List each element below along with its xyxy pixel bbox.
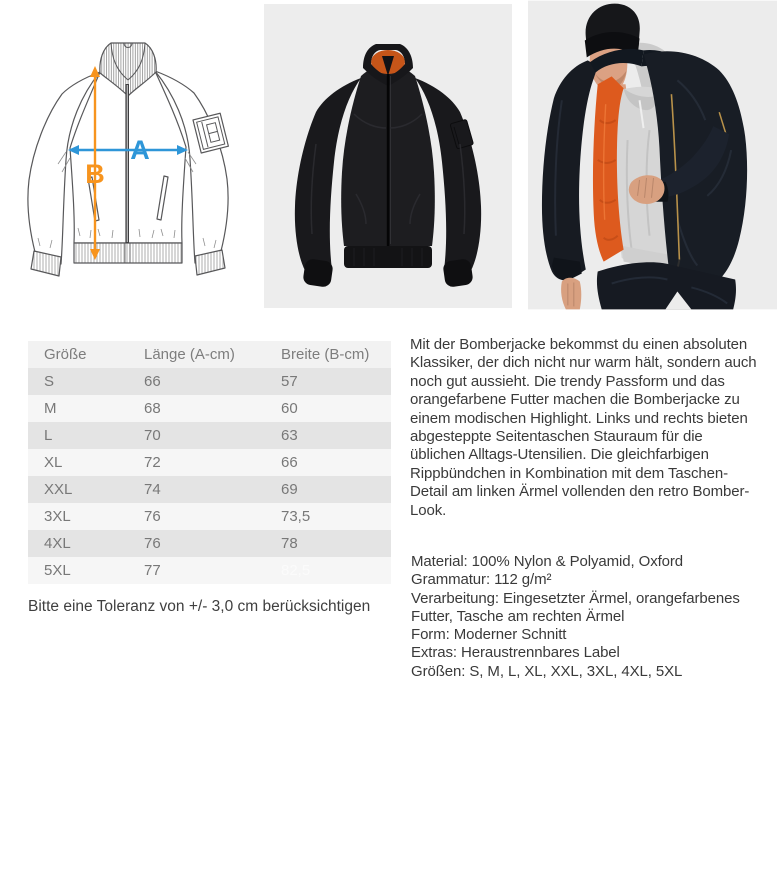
length-cell: 72 — [144, 454, 161, 471]
detail-verarbeitung: Verarbeitung: Eingesetzter Ärmel, orangefarbenes Futter, Tasche am rechten Ärmel — [411, 589, 740, 625]
length-cell: 70 — [144, 427, 161, 444]
width-cell: 69 — [281, 481, 298, 498]
table-row — [28, 530, 391, 557]
product-photo-image — [264, 4, 512, 308]
left-cuff — [302, 258, 333, 288]
length-cell: 66 — [144, 373, 161, 390]
product-photo — [264, 4, 512, 308]
size-diagram-drawing — [0, 0, 263, 310]
hem-band — [344, 246, 432, 268]
length-cell: 77 — [144, 562, 161, 579]
width-cell: 57 — [281, 373, 298, 390]
detail-extras: Extras: Heraustrennbares Label — [411, 644, 620, 662]
length-cell: 76 — [144, 535, 161, 552]
detail-groessen: Größen: S, M, L, XL, XXL, 3XL, 4XL, 5XL — [411, 662, 683, 680]
product-details — [411, 553, 759, 681]
table-header-row — [28, 341, 391, 368]
detail-grammatur: Grammatur: 112 g/m² — [411, 571, 552, 589]
size-table — [28, 341, 391, 584]
table-row — [28, 476, 391, 503]
model-photo-image — [528, 0, 777, 310]
size-cell: XXL — [44, 481, 73, 498]
width-cell: 60 — [281, 400, 298, 417]
table-row — [28, 368, 391, 395]
size-diagram — [0, 0, 263, 310]
size-cell: 5XL — [44, 562, 71, 579]
col-header-size: Größe — [28, 341, 128, 368]
detail-material: Material: 100% Nylon & Polyamid, Oxford — [411, 553, 684, 570]
measure-b-label: B — [85, 159, 105, 189]
right-cuff — [442, 258, 473, 288]
length-cell: 68 — [144, 400, 161, 417]
width-cell: 82,5 — [281, 562, 311, 579]
size-cell: XL — [44, 454, 63, 471]
measure-a-label: A — [130, 135, 150, 165]
table-row — [28, 557, 391, 584]
width-cell: 78 — [281, 535, 298, 552]
model-photo — [528, 0, 777, 310]
product-description: Mit der Bomberjacke bekommst du einen absoluten Klassiker, der dich nicht nur warm hält, sondern auch noch gut aussieht. Die trendy Passform und das orangefarbene Futter machen die Bomberjacke zu einem modischen Highlight. Links und rechts bieten abgesteppte Seitentaschen Stauraum für die üblichen Alltags-Utensilien. Die gleichfarbigen Rippbündchen in Kombination mit dem Taschen-Detail am linken Ärmel vollenden den retro Bomber-Look. — [410, 336, 757, 519]
tolerance-note: Bitte eine Toleranz von +/- 3,0 cm berücksichtigen — [28, 598, 371, 615]
width-cell: 63 — [281, 427, 298, 444]
size-cell: 4XL — [44, 535, 71, 552]
size-cell: S — [44, 373, 55, 390]
detail-form: Form: Moderner Schnitt — [411, 626, 567, 644]
table-row — [28, 422, 391, 449]
col-header-length: Länge (A-cm) — [128, 341, 265, 368]
col-header-width: Breite (B-cm) — [265, 341, 391, 368]
size-cell: M — [44, 400, 57, 417]
zipper — [387, 74, 390, 246]
table-row — [28, 395, 391, 422]
table-row — [28, 449, 391, 476]
hem-band — [74, 243, 182, 263]
width-cell: 66 — [281, 454, 298, 471]
size-cell: L — [44, 427, 53, 444]
table-row — [28, 503, 391, 530]
length-cell: 74 — [144, 481, 161, 498]
width-cell: 73,5 — [281, 508, 311, 525]
model-left-hand — [561, 278, 581, 310]
size-cell: 3XL — [44, 508, 71, 525]
length-cell: 76 — [144, 508, 161, 525]
